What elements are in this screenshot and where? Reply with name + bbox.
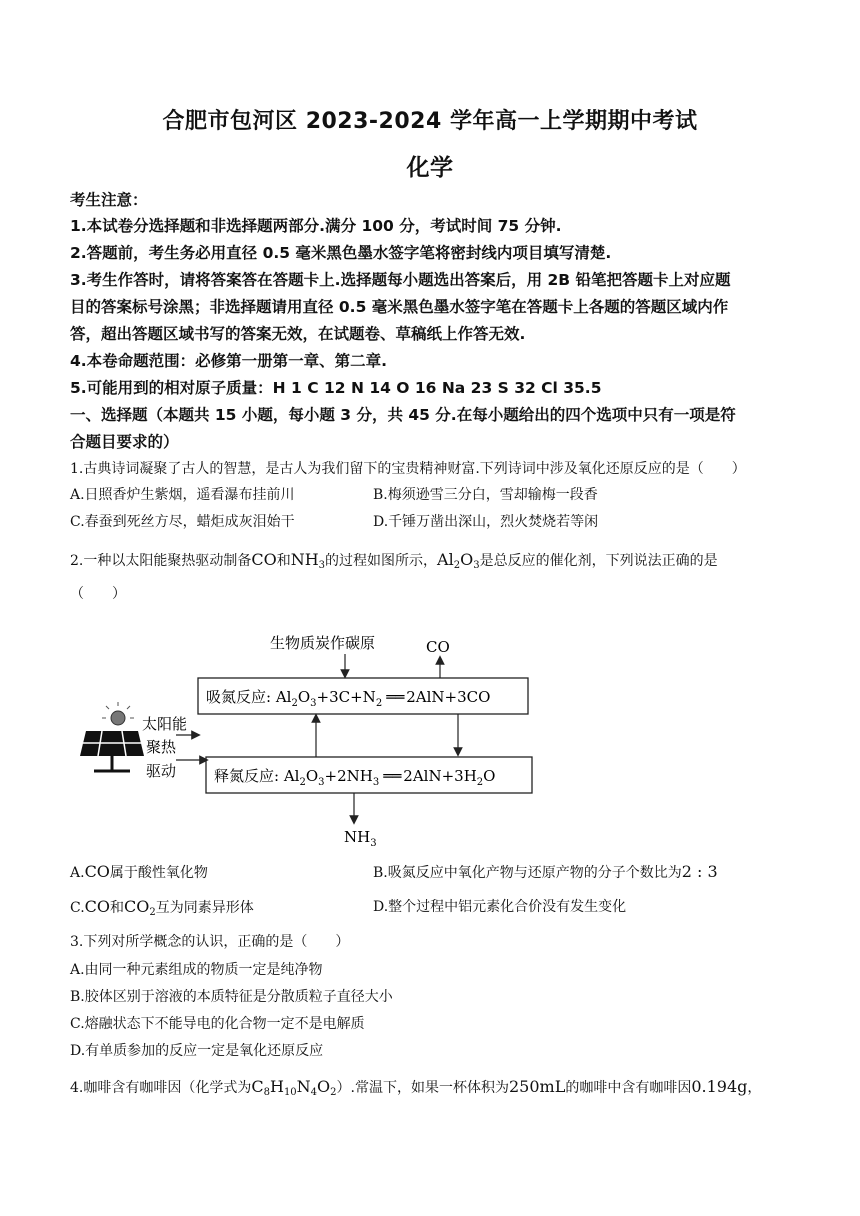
q4-stem: 4.咖啡含有咖啡因（化学式为$C_8H_{10}N_4O_2$）.常温下，如果一杯体积为250mL的咖啡中含有咖啡因0.194g，: [70, 1077, 762, 1098]
q2-answer-paren: （ ）: [70, 586, 126, 602]
notice-item-4: 4.本卷命题范围：必修第一册第一章、第二章.: [70, 352, 388, 370]
nh3-output-label: $NH_3$: [344, 828, 377, 849]
notice-heading: 考生注意：: [70, 191, 148, 209]
q1-stem: 1.古典诗词凝聚了古人的智慧，是古人为我们留下的宝贵精神财富.下列诗词中涉及氧化还原反应的是（ ）: [70, 461, 746, 477]
solar-label-line-2: 聚热: [146, 738, 177, 756]
notice-item-1: 1.本试卷分选择题和非选择题两部分.满分 100 分，考试时间 75 分钟.: [70, 217, 562, 235]
co-output-label: CO: [426, 638, 450, 656]
q3-option-d: D.有单质参加的反应一定是氧化还原反应: [70, 1043, 324, 1059]
notice-item-2: 2.答题前，考生务必用直径 0.5 毫米黑色墨水签字笔将密封线内项目填写清楚.: [70, 244, 612, 262]
release-reaction-text: 释氮反应: $Al_2O_3+2NH_3$ ══ $2AlN+3H_2O$: [214, 767, 496, 788]
solar-label-line-3: 驱动: [146, 762, 177, 780]
q3-option-b: B.胶体区别于溶液的本质特征是分散质粒子直径大小: [70, 989, 393, 1005]
notice-item-3-line-1: 3.考生作答时，请将答案答在答题卡上.选择题每小题选出答案后，用 2B 铅笔把答题卡上对应题: [70, 271, 731, 289]
q3-stem: 3.下列对所学概念的认识，正确的是（ ）: [70, 934, 350, 950]
notice-item-3-line-3: 答，超出答题区域书写的答案无效，在试题卷、草稿纸上作答无效.: [70, 325, 526, 343]
q3-option-c: C.熔融状态下不能导电的化合物一定不是电解质: [70, 1016, 365, 1032]
notice-item-3-line-2: 目的答案标号涂黑；非选择题请用直径 0.5 毫米黑色墨水签字笔在答题卡上各题的答题区域内作: [70, 298, 729, 316]
q1-option-a: A.日照香炉生紫烟，遥看瀑布挂前川: [70, 487, 295, 503]
solar-label-line-1: 太阳能: [142, 715, 188, 733]
section-1-heading-line-2: 合题目要求的）: [70, 433, 179, 451]
q3-option-a: A.由同一种元素组成的物质一定是纯净物: [70, 962, 323, 978]
absorb-reaction-text: 吸氮反应: $Al_2O_3+3C+N_2$ ══ 2AlN+3CO: [206, 688, 491, 709]
q2-option-d: D.整个过程中铝元素化合价没有发生变化: [373, 899, 627, 915]
carbon-source-label: 生物质炭作碳原: [270, 634, 376, 652]
exam-title: 合肥市包河区 2023-2024 学年高一上学期期中考试: [162, 109, 698, 134]
q1-option-d: D.千锤万凿出深山，烈火焚烧若等闲: [373, 514, 599, 530]
q1-option-b: B.梅须逊雪三分白，雪却输梅一段香: [373, 487, 598, 503]
q2-option-a: A.CO属于酸性氧化物: [70, 862, 208, 881]
q2-stem: 2.一种以太阳能聚热驱动制备CO和$NH_3$的过程如图所示，$Al_2O_3$是总反应的催化剂，下列说法正确的是: [70, 550, 718, 571]
section-1-heading-line-1: 一、选择题（本题共 15 小题，每小题 3 分，共 45 分.在每小题给出的四个选项中只有一项是符: [70, 406, 736, 424]
q2-option-c: C.CO和$CO_2$互为同素异形体: [70, 897, 254, 918]
solar-panel-icon: [80, 702, 144, 771]
notice-item-5: 5.可能用到的相对原子质量：H 1 C 12 N 14 O 16 Na 23 S 32 Cl 35.5: [70, 379, 602, 397]
q1-option-c: C.春蚕到死丝方尽，蜡炬成灰泪始干: [70, 514, 295, 530]
q2-option-b: B.吸氮反应中氧化产物与还原产物的分子个数比为2 : 3: [373, 862, 718, 881]
q2-process-diagram: [72, 620, 552, 855]
exam-subject: 化学: [406, 155, 454, 181]
